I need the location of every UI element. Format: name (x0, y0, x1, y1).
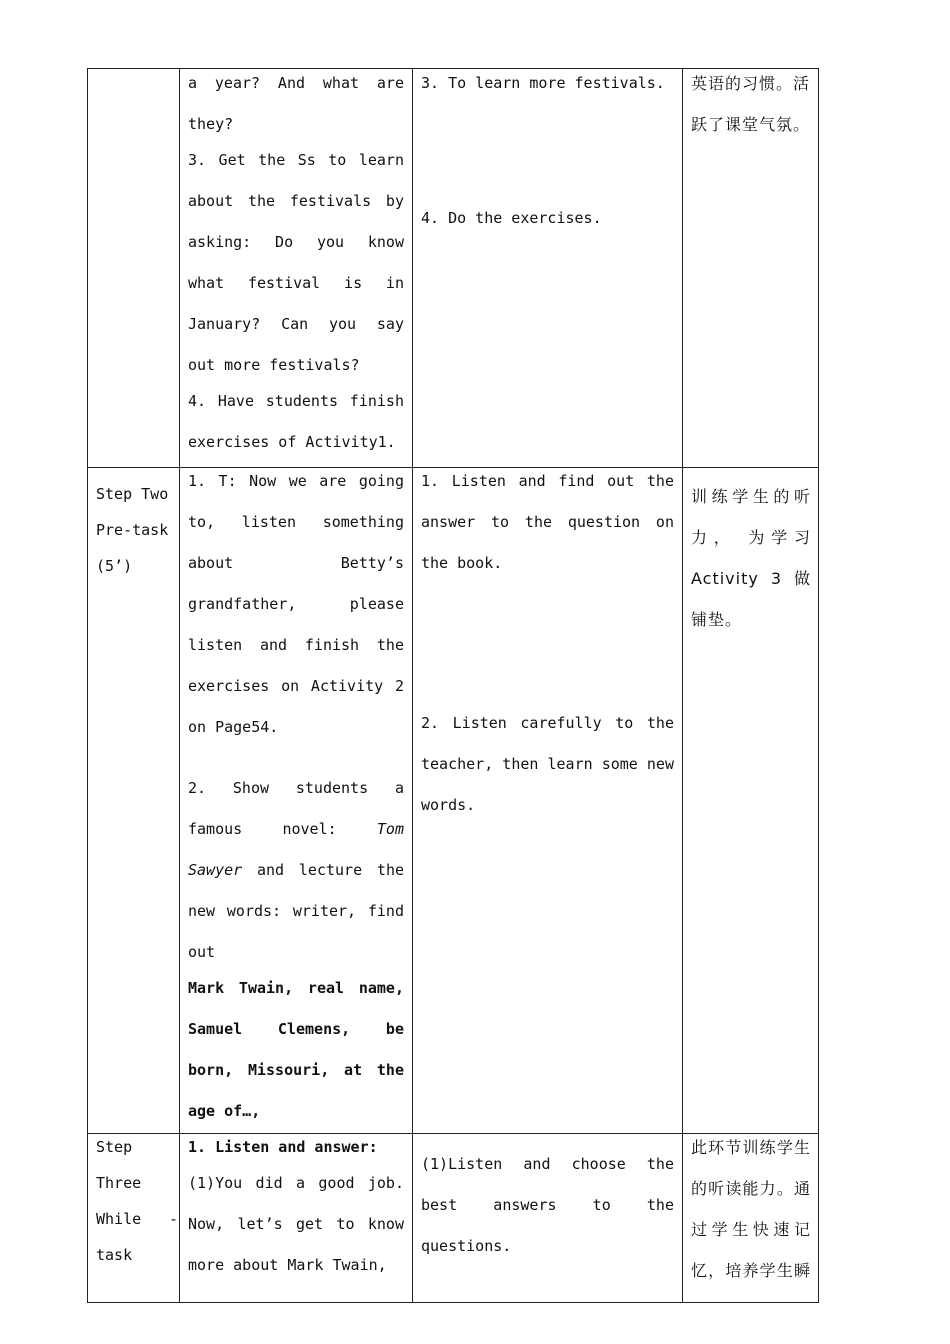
step-phase-end: task (96, 1246, 133, 1264)
lesson-plan-table (87, 68, 819, 1303)
row2-student-2: 2. Listen carefully to the teacher, then learn some new words. (421, 714, 674, 814)
row3-purpose-text: 此环节训练学生的听读能力。通过学生快速记忆，培养学生瞬 (691, 1138, 811, 1280)
row3-student-activities (421, 1144, 674, 1267)
novel-words: and lecture the new words: writer, find out (188, 861, 405, 961)
row1-purpose: 英语的习惯。活跃了课堂气氛。 (691, 74, 811, 134)
row1-activity-line: a year? And what are they? (188, 74, 404, 133)
row2-student-activities (421, 461, 674, 826)
step-number: Three (96, 1174, 142, 1192)
column-divider (412, 69, 413, 1302)
column-divider (179, 69, 180, 1302)
step-phase: Pre-task (96, 521, 169, 539)
step-title: Step Two (96, 485, 169, 503)
novel-title: Tom Sawyer (188, 820, 404, 879)
row2-purpose-text: 训练学生的听力， 为学习 Activity 3 做铺垫。 (691, 487, 811, 629)
row2-activities (188, 461, 404, 1132)
row2-step (96, 476, 174, 584)
row2-activity-2 (188, 768, 404, 973)
step-title: Step (96, 1138, 133, 1156)
row1-student-activities (421, 63, 677, 239)
step-time: (5’) (96, 557, 133, 575)
row3-activity-text: (1)You did a good job. Now, let’s get to know more about Mark Twain, (188, 1174, 404, 1274)
row1-activity-3: 3. Get the Ss to learn about the festivals by asking: Do you know what festival is in January? Can you say out more festivals? (188, 151, 404, 374)
row3-student-1: (1)Listen and choose the best answers to the questions. (421, 1155, 674, 1255)
step-phase: While - (96, 1210, 178, 1228)
row2-purpose (691, 476, 811, 640)
row3-purpose (691, 1127, 811, 1291)
row1-student-4: 4. Do the exercises. (421, 209, 602, 227)
row3-heading: 1. Listen and answer: (188, 1138, 378, 1156)
row1-activities (188, 63, 404, 463)
row2-activity-1: 1. T: Now we are going to, listen something about Betty’s grandfather, please listen and finish the exercises on Activity 2 on Page54. (188, 472, 404, 736)
row1-student-3: 3. To learn more festivals. (421, 74, 665, 92)
column-divider (682, 69, 683, 1302)
row2-student-1: 1. Listen and find out the answer to the question on the book. (421, 472, 674, 572)
row1-activity-4: 4. Have students finish exercises of Activity1. (188, 392, 404, 451)
novel-intro: 2. Show students a famous novel: (188, 779, 404, 838)
row2-vocabulary: Mark Twain, real name, Samuel Clemens, be born, Missouri, at the age of…, (188, 979, 404, 1120)
row3-activities (188, 1127, 404, 1286)
row3-step (96, 1127, 178, 1276)
